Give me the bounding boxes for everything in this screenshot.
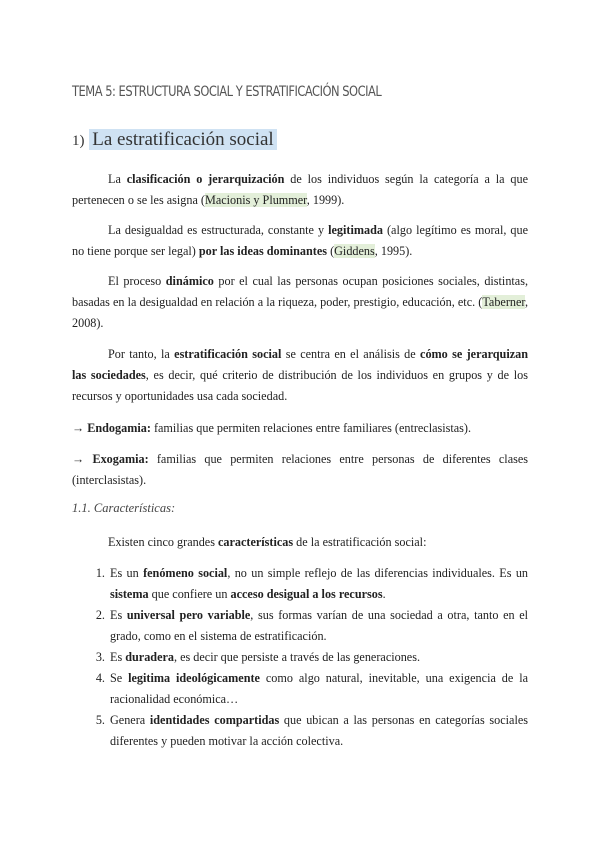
subsection-heading: 1.1. Características: — [72, 501, 176, 515]
list-item: 1. Es un fenómeno social, no un simple reflejo de las diferencias individuales. Es un sistema que confiere un acceso desigual a los recursos. — [108, 563, 528, 605]
paragraph-process: El proceso dinámico por el cual las personas ocupan posiciones sociales, distintas, basadas en la desigualdad en relación a la riqueza, poder, prestigio, educación, etc. (Taberner, 2008). — [72, 274, 528, 330]
arrow-icon: → — [72, 421, 88, 435]
arrow-icon: → — [72, 452, 93, 466]
list-item: 4. Se legitima ideológicamente como algo natural, inevitable, una exigencia de la racionalidad económica… — [108, 668, 528, 710]
paragraph-summary: Por tanto, la estratificación social se centra en el análisis de cómo se jerarquizan las sociedades, es decir, qué criterio de distribución de los individuos en grupos y de los recursos y oportunidades usa cada sociedad. — [72, 347, 528, 403]
exogamia-note: → Exogamia: familias que permiten relaciones entre personas de diferentes clases (interclasistas). — [72, 452, 529, 487]
citation: Giddens — [334, 244, 375, 258]
endogamia-note: → Endogamia: familias que permiten relaciones entre familiares (entreclasistas). — [72, 421, 472, 435]
section-number: 1) — [72, 133, 85, 149]
section-title: La estratificación social — [89, 129, 276, 150]
list-item: 5. Genera identidades compartidas que ubican a las personas en categorías sociales diferentes y pueden motivar la acción colectiva. — [108, 710, 528, 752]
characteristics-list — [72, 563, 528, 752]
citation: Taberner — [482, 295, 525, 309]
citation: Macionis y Plummer — [205, 193, 307, 207]
section-heading — [72, 129, 277, 151]
paragraph-intro: Existen cinco grandes características de la estratificación social: — [108, 535, 427, 549]
topic-header: TEMA 5: ESTRUCTURA SOCIAL Y ESTRATIFICACIÓN SOCIAL — [72, 84, 382, 100]
paragraph-inequality: La desigualdad es estructurada, constante y legitimada (algo legítimo es moral, que no tiene porque ser legal) por las ideas dominantes (Giddens, 1995). — [72, 223, 529, 258]
list-item: 2. Es universal pero variable, sus formas varían de una sociedad a otra, tanto en el grado, como en el sistema de estratificación. — [108, 605, 528, 647]
list-item: 3. Es duradera, es decir que persiste a través de las generaciones. — [108, 647, 528, 668]
paragraph-definition: La clasificación o jerarquización de los individuos según la categoría a la que pertenecen o se les asigna (Macionis y Plummer, 1999). — [72, 172, 529, 207]
